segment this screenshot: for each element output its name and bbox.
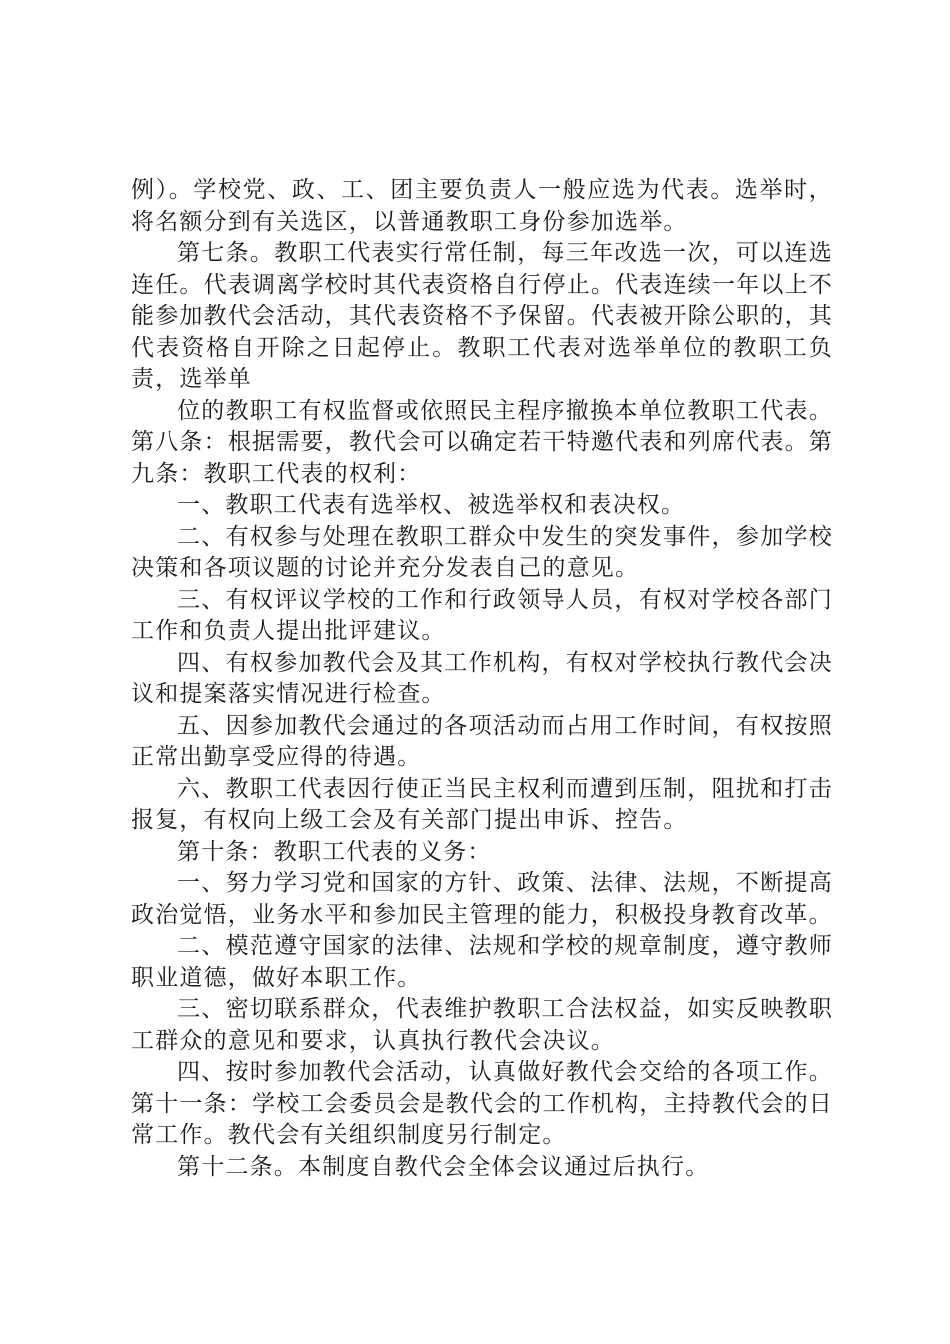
paragraph-duty-3: 三、密切联系群众，代表维护教职工合法权益，如实反映教职工群众的意见和要求，认真执行教代会决议。 <box>131 996 833 1054</box>
paragraph-right-6: 六、教职工代表因行使正当民主权利而遭到压制，阻扰和打击报复，有权向上级工会及有关部门提出申诉、控告。 <box>131 775 833 833</box>
paragraph-duty-4-article-11: 四、按时参加教代会活动，认真做好教代会交给的各项工作。第十一条：学校工会委员会是教代会的工作机构，主持教代会的日常工作。教代会有关组织制度另行制定。 <box>131 1059 833 1148</box>
paragraph-articles-8-9: 位的教职工有权监督或依照民主程序撤换本单位教职工代表。第八条：根据需要，教代会可以确定若干特邀代表和列席代表。第九条：教职工代表的权利： <box>131 397 833 487</box>
paragraph-article-10: 第十条：教职工代表的义务： <box>177 838 492 865</box>
paragraph-right-5: 五、因参加教代会通过的各项活动而占用工作时间，有权按照正常出勤享受应得的待遇。 <box>131 712 833 770</box>
paragraph-right-3: 三、有权评议学校的工作和行政领导人员，有权对学校各部门工作和负责人提出批评建议。 <box>131 586 833 644</box>
document-body <box>131 175 833 1183</box>
paragraph-right-1: 一、教职工代表有选举权、被选举权和表决权。 <box>177 492 686 518</box>
paragraph-right-4: 四、有权参加教代会及其工作机构，有权对学校执行教代会决议和提案落实情况进行检查。 <box>131 649 833 707</box>
paragraph-election-candidates: 例）。学校党、政、工、团主要负责人一般应选为代表。选举时，将名额分到有关选区，以普通教职工身份参加选举。 <box>131 177 833 235</box>
paragraph-article-7: 第七条。教职工代表实行常任制，每三年改选一次，可以连选连任。代表调离学校时其代表资格自行停止。代表连续一年以上不能参加教代会活动，其代表资格不予保留。代表被开除公职的，其代表资格自开除之日起停止。教职工代表对选举单位的教职工负责，选举单 <box>131 240 833 392</box>
paragraph-duty-2: 二、模范遵守国家的法律、法规和学校的规章制度，遵守教师职业道德，做好本职工作。 <box>131 933 833 991</box>
paragraph-duty-1: 一、努力学习党和国家的方针、政策、法律、法规，不断提高政治觉悟，业务水平和参加民主管理的能力，积极投身教育改革。 <box>131 870 833 928</box>
paragraph-article-12: 第十二条。本制度自教代会全体会议通过后执行。 <box>177 1153 710 1180</box>
paragraph-right-2: 二、有权参与处理在教职工群众中发生的突发事件，参加学校决策和各项议题的讨论并充分发表自己的意见。 <box>131 523 833 581</box>
